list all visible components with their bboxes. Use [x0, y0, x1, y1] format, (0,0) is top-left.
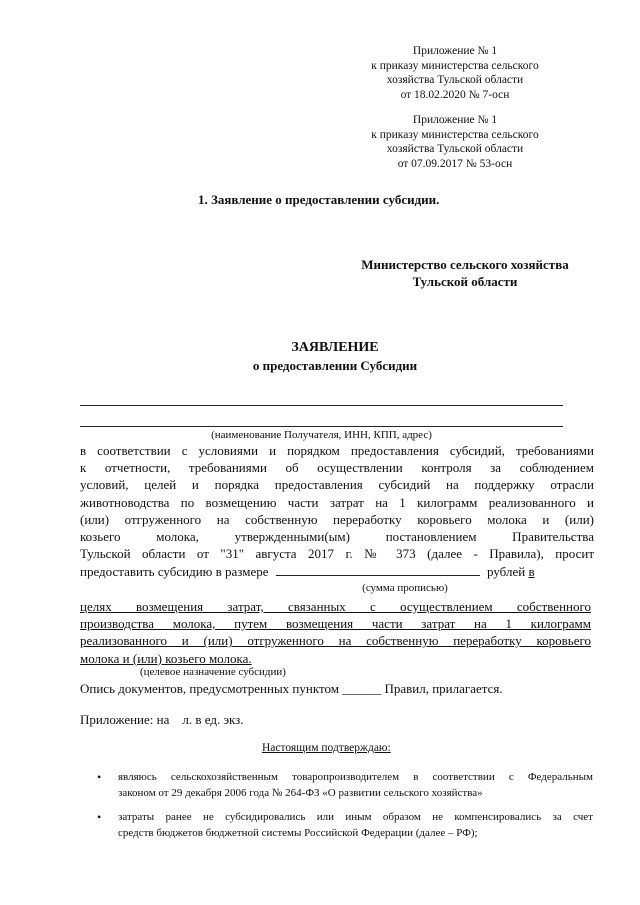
inventory-prefix: Опись документов, предусмотренных пунктом — [80, 681, 339, 696]
attachment-block-2 — [355, 113, 555, 171]
bullet-marker-1: • — [97, 770, 102, 784]
bullet-2-line-2: средств бюджетов бюджетной системы Российской Федерации (далее – РФ); — [118, 826, 478, 839]
amount-line — [80, 563, 600, 580]
attachment-2-line-2: к приказу министерства сельского — [371, 128, 539, 141]
addressee-block — [330, 256, 600, 290]
purpose-line-1: целях возмещения затрат, связанных с осуществлением собственного — [80, 599, 591, 614]
bullet-marker-2: • — [97, 810, 102, 824]
attachment-block-1 — [355, 44, 555, 102]
addressee-line-1: Министерство сельского хозяйства — [361, 257, 569, 272]
body-line-6: козьего молока, утвержденными(ым) постановлением Правительства — [80, 529, 594, 545]
bullet-item-2 — [118, 810, 593, 841]
amount-prefix: предоставить субсидию в размере — [80, 564, 269, 579]
bullet-1-line-2: законом от 29 декабря 2006 года № 264-ФЗ «О развитии сельского хозяйства» — [118, 786, 483, 799]
appendix-line: Приложение: на л. в ед. экз. — [80, 712, 244, 727]
attachment-1-line-2: к приказу министерства сельского — [371, 59, 539, 72]
attachment-1-line-4: от 18.02.2020 № 7-осн — [400, 88, 510, 101]
recipient-caption: (наименование Получателя, ИНН, КПП, адрес) — [211, 429, 432, 441]
purpose-line-4: молока и (или) козьего молока. — [80, 650, 252, 666]
attachment-1-line-3: хозяйства Тульской области — [386, 74, 524, 86]
purpose-caption: (целевое назначение субсидии) — [140, 666, 286, 678]
body-line-5: (или) отгруженного на собственную переработку коровьего молока и (или) — [80, 511, 594, 527]
document-title: ЗАЯВЛЕНИЕ — [291, 340, 379, 355]
addressee-line-2: Тульской области — [412, 274, 518, 289]
bullet-item-1 — [118, 770, 593, 801]
recipient-line-2 — [80, 426, 563, 427]
amount-caption: (сумма прописью) — [362, 582, 448, 594]
body-line-2: к отчетности, требованиями об осуществлении контроля за соблюдением — [80, 460, 594, 476]
inventory-suffix: Правил, прилагается. — [384, 681, 503, 696]
inventory-blank: ______ — [342, 681, 382, 696]
body-line-1: в соответствии с условиями и порядком предоставления субсидий, требованиями — [80, 443, 594, 458]
bullet-1-line-1: являюсь сельскохозяйственным товаропроизводителем в соответствии с Федеральным — [118, 771, 593, 783]
purpose-paragraph — [80, 598, 591, 667]
attachment-2-line-3: хозяйства Тульской области — [386, 143, 524, 155]
amount-suffix-underlined: в — [528, 564, 535, 579]
amount-suffix: рублей — [487, 564, 526, 579]
body-paragraph — [80, 442, 594, 562]
purpose-line-2: производства молока, путем возмещения части затрат на 1 килограмм — [80, 616, 591, 632]
bullet-2-line-1: затраты ранее не субсидировались или иным образом не компенсировались за счет — [118, 811, 593, 823]
inventory-line — [80, 680, 503, 697]
body-line-3: условий, целей и порядка предоставления субсидий на поддержку отрасли — [80, 477, 594, 493]
purpose-line-3: реализованного и (или) отгруженного на собственную переработку коровьего — [80, 633, 591, 649]
body-line-7: Тульской области от "31" августа 2017 г. № 373 (далее - Правила), просит — [80, 546, 594, 562]
document-subtitle: о предоставлении Субсидии — [252, 358, 418, 373]
recipient-line-1 — [80, 405, 563, 406]
attachment-1-line-1: Приложение № 1 — [412, 45, 498, 57]
attachment-2-line-1: Приложение № 1 — [412, 114, 498, 126]
body-line-4: животноводства по возмещению части затрат на 1 килограмм реализованного и — [80, 494, 594, 510]
attachment-2-line-4: от 07.09.2017 № 53-осн — [397, 157, 513, 170]
confirm-heading: Настоящим подтверждаю: — [262, 742, 391, 754]
amount-field[interactable] — [276, 563, 480, 576]
section-heading: 1. Заявление о предоставлении субсидии. — [198, 192, 440, 207]
